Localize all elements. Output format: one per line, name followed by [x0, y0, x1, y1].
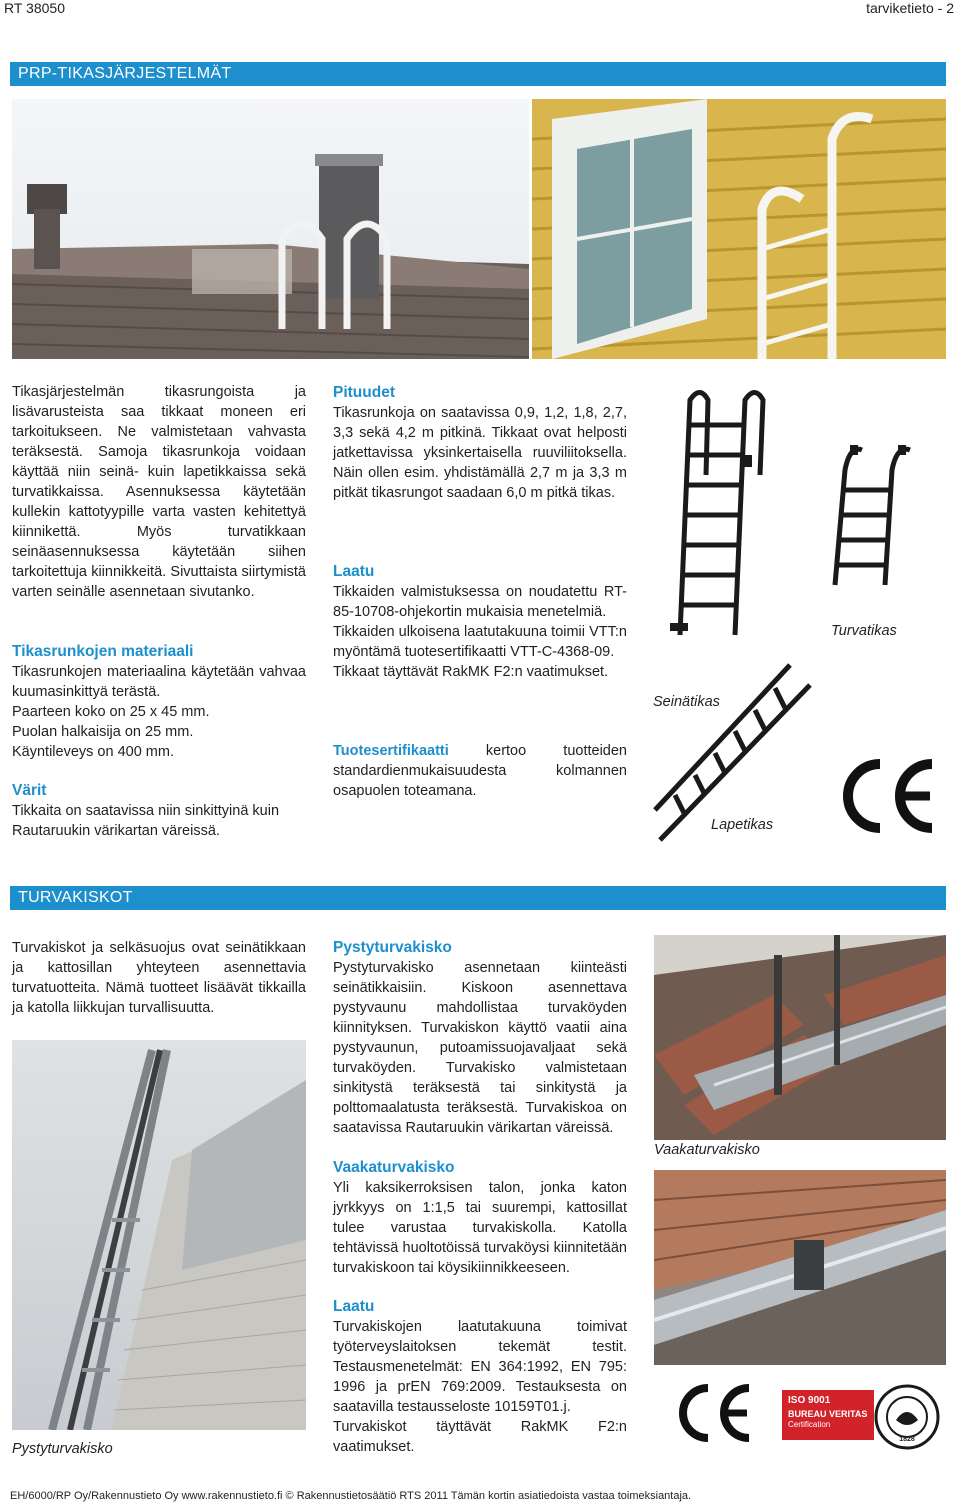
seal-year: 1828 — [899, 1436, 915, 1443]
section-band-rails — [10, 886, 946, 910]
length-heading: Pituudet — [333, 384, 395, 401]
colors-text: Tikkaita on saatavissa niin sinkittyinä kuin Rautaruukin värikartan väreissä. — [12, 803, 280, 839]
caption-vertical-rail: Pystyturvakisko — [12, 1441, 113, 1457]
ce-mark-ladders — [832, 756, 940, 836]
vertical-rail-heading: Pystyturvakisko — [333, 939, 452, 956]
bv-label: BUREAU VERITAS — [788, 1409, 868, 1419]
section-title: TURVAKISKOT — [18, 889, 133, 906]
photo-roof-rail-bottom — [654, 1170, 946, 1365]
doc-id: RT 38050 — [4, 0, 65, 16]
intro-paragraph: Tikasjärjestelmän tikasrungoista ja lisävarusteista saa tikkaat moneen eri tarkoitukseen. Ne valmistetaan vahvasta teräksestä. Samoja tikasrunkoja voidaan käyttää niin seinä- kuin lapetikkaissa sekä turvatikkaissa. Asennuksessa käytetään kullekin kattotyypille varta vasten kehitettyä kiinnikettä. Myös turvatikkaan seinäasennuksessa käytetään siihen tarkoitettuja kiinnikkeitä. Sivuttaista siirtymistä varten seinälle asennetaan sivutanko. — [12, 384, 306, 600]
photo-roof-rail-top — [654, 935, 946, 1140]
photo-vertical-rail — [12, 1040, 306, 1430]
material-block — [12, 642, 306, 762]
horizontal-rail-heading: Vaakaturvakisko — [333, 1159, 455, 1176]
wall-ladder-drawing — [680, 393, 763, 636]
footer-text: EH/6000/RP Oy/Rakennustieto Oy www.rakennustieto.fi © Rakennustietosäätiö RTS 2011 Tämän kortin asiatiedoista vastaa toimeksiantaja. — [10, 1490, 692, 1502]
material-line-4: Käyntileveys on 400 mm. — [12, 744, 174, 760]
material-line-2: Paarteen koko on 25 x 45 mm. — [12, 704, 210, 720]
quality-heading: Laatu — [333, 563, 375, 580]
colors-block — [12, 781, 306, 841]
rails-quality-heading: Laatu — [333, 1298, 375, 1315]
safety-ladder-drawing — [835, 449, 910, 585]
rails-intro-text: Turvakiskot ja selkäsuojus ovat seinätikkaan ja kattosillan yhteyteen asennettavia turvatuotteita. Nämä tuotteet lisäävät tikkailla ja katolla liikkujan turvallisuutta. — [12, 940, 306, 1016]
material-line-3: Puolan halkaisija on 25 mm. — [12, 724, 194, 740]
label-roof-ladder: Lapetikas — [711, 817, 774, 833]
quality-text-1: Tikkaiden valmistuksessa on noudatettu RT-85-10708-ohjekortin mukaisia menetelmiä. — [333, 584, 627, 620]
photo-wall-ladder — [532, 99, 946, 359]
colors-heading: Värit — [12, 782, 47, 799]
vertical-rail-block — [333, 938, 627, 1138]
certificate-term: Tuotesertifikaatti — [333, 743, 449, 759]
quality-text-2: Tikkaiden ulkoisena laatutakuuna toimii VTT:n myöntämä tuotesertifikaatti VTT-C-4368-09. — [333, 624, 627, 660]
quality-block — [333, 562, 627, 682]
section-label: tarviketieto - 2 — [866, 0, 954, 16]
length-text: Tikasrunkoja on saatavissa 0,9, 1,2, 1,8, 2,7, 3,3 sekä 4,2 m pitkinä. Tikkaat ovat helposti jatkettavissa yksinkertaisella ruuviliitoksella. Näin ollen esim. yhdistämällä 2,7 m ja 3,3 m pitkät tikasrungot saadaan 6,0 m pitkä tikas. — [333, 405, 627, 501]
roof-ladder-drawing — [655, 665, 810, 840]
rails-quality-block — [333, 1297, 627, 1457]
horizontal-rail-block — [333, 1158, 627, 1278]
section-band-ladders — [10, 62, 946, 86]
material-heading: Tikasrunkojen materiaali — [12, 643, 194, 660]
bureau-veritas-seal — [874, 1384, 940, 1450]
material-line-1: Tikasrunkojen materiaalina käytetään vahvaa kuumasinkittyä terästä. — [12, 664, 306, 700]
caption-horizontal-rail: Vaakaturvakisko — [654, 1142, 760, 1158]
quality-text-3: Tikkaat täyttävät RakMK F2:n vaatimukset. — [333, 664, 609, 680]
horizontal-rail-text: Yli kaksikerroksisen talon, jonka katon jyrkkyys on 1:1,5 tai suurempi, kattosillat tulee varustaa turvakiskolla. Katolla tehtävissä huoltotöissä turvaköysi kiinnitetään turvakiskoon tai köysikiinnikkeeseen. — [333, 1180, 627, 1276]
photo-roof-ladder — [12, 99, 529, 359]
intro-text-block — [12, 382, 306, 602]
certificate-text: kertoo tuotteiden standardienmukaisuudesta kolmannen osapuolen toteamana. — [333, 743, 627, 799]
vertical-rail-text: Pystyturvakisko asennetaan kiinteästi seinätikkaisiin. Kiskoon asennettava pystyvaunu mahdollistaa turvaköyden kiinnityksen. Turvakiskon käyttö vaatii aina pystyvaunun, putoamissuojavaljaat sekä turvaköyden. Turvakisko valmistetaan sinkitystä teräksestä tai sinkitystä ja polttomaalatusta teräksestä. Turvakiskoa on saatavissa Rautaruukin värikartan väreissä. — [333, 960, 627, 1136]
length-block — [333, 383, 627, 503]
label-wall-ladder: Seinätikas — [653, 694, 720, 710]
rails-quality-text: Turvakiskojen laatutakuuna toimivat työterveyslaitoksen tekemät testit. Testausmenetelmät: EN 364:1992, EN 795: 1996 ja prEN 769:2009. Testauksesta on saatavilla testausseloste 10159T01.j. — [333, 1319, 627, 1415]
ce-mark-rails — [672, 1382, 754, 1444]
certificate-block — [333, 741, 627, 801]
rails-quality-text-2: Turvakiskot täyttävät RakMK F2:n vaatimukset. — [333, 1419, 627, 1455]
certification-label: Certification — [788, 1420, 831, 1429]
section-title: PRP-TIKASJÄRJESTELMÄT — [18, 65, 232, 82]
rails-intro-block — [12, 938, 306, 1018]
iso-label: ISO 9001 — [788, 1395, 831, 1406]
iso-certification-logo — [782, 1390, 874, 1440]
label-safety-ladder: Turvatikas — [831, 623, 897, 639]
